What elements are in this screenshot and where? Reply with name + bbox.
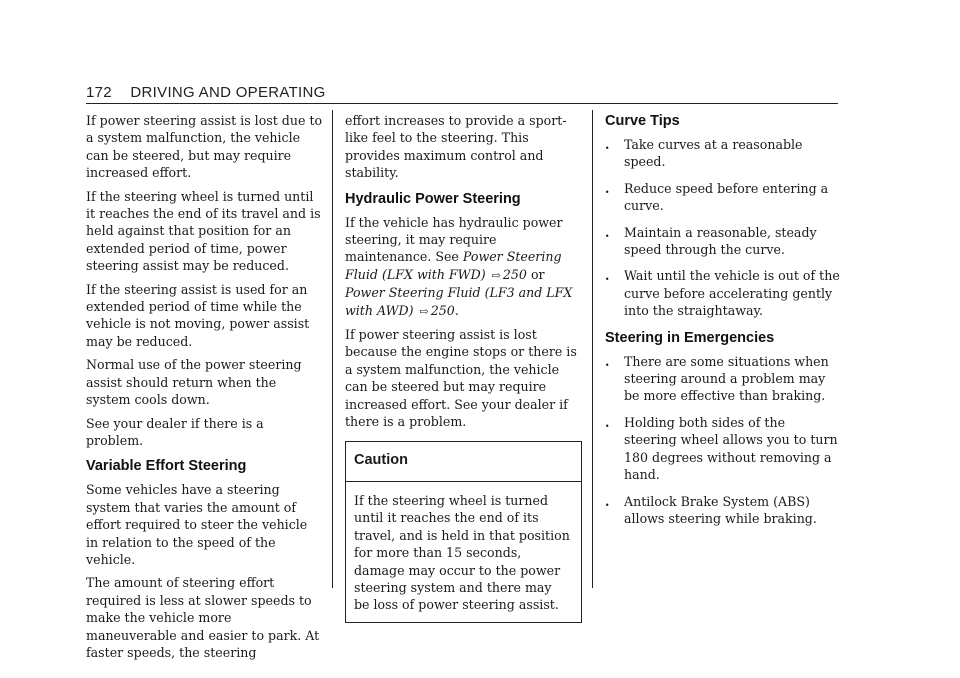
paragraph: If the steering assist is used for an extended period of time while the vehicle is not moving, power assist may be reduced. — [86, 281, 310, 349]
list-item: . Maintain a reasonable, steady speed through the curve. — [605, 224, 817, 258]
section-heading-curve-tips: Curve Tips — [605, 113, 680, 129]
reference-page-fwd[interactable]: 250 — [502, 266, 527, 282]
column-divider-2 — [592, 110, 593, 588]
emergencies-list — [605, 353, 840, 528]
reference-page-awd[interactable]: 250 — [430, 302, 455, 318]
column-2 — [345, 112, 582, 623]
column-3 — [605, 112, 840, 536]
header-rule — [86, 103, 838, 104]
paragraph: The amount of steering effort required is less at slower speeds to make the vehicle more maneuverable and easier to park. At faster speeds, the steering — [86, 575, 320, 660]
paragraph: See your dealer if there is a problem. — [86, 415, 264, 448]
page-header — [86, 84, 838, 104]
bullet-icon: . — [605, 353, 610, 369]
column-divider-1 — [332, 110, 333, 588]
page-number: 172 — [86, 84, 112, 101]
list-item: . Take curves at a reasonable speed. — [605, 137, 803, 170]
bullet-icon: . — [605, 414, 610, 430]
reference-or: or — [530, 266, 545, 282]
caution-title: Caution — [354, 451, 408, 468]
section-heading-hydraulic: Hydraulic Power Steering — [345, 190, 521, 207]
caution-divider — [346, 481, 581, 482]
list-item: . Antilock Brake System (ABS) allows steering while braking. — [605, 493, 817, 526]
curve-tips-list — [605, 136, 840, 320]
bullet-icon: . — [605, 493, 610, 509]
list-item: . There are some situations when steering around a problem may be more effective than braking. — [605, 353, 829, 404]
section-title: DRIVING AND OPERATING — [130, 84, 326, 101]
caution-text: If the steering wheel is turned until it reaches the end of its travel, and is held in that position for more than 15 seconds, damage may occur to the power steering system and there may be loss of power steering assist. — [354, 492, 570, 613]
section-heading-variable-effort: Variable Effort Steering — [86, 458, 247, 475]
reference-link-fwd[interactable]: Power Steering Fluid (LFX with FWD) — [345, 249, 562, 282]
bullet-icon: . — [605, 180, 610, 196]
section-heading-emergencies: Steering in Emergencies — [605, 329, 775, 346]
paragraph: effort increases to provide a sport-like feel to the steering. This provides maximum control and stability. — [345, 113, 567, 181]
bullet-icon: . — [605, 137, 610, 152]
bullet-icon: . — [605, 224, 610, 240]
reference-link-awd[interactable]: Power Steering Fluid (LF3 and LFX with AWD) — [345, 285, 573, 318]
page-reference-icon: ⇨ — [419, 304, 429, 318]
list-item: . Wait until the vehicle is out of the curve before accelerating gently into the straightaway. — [605, 268, 840, 319]
reference-end: . — [454, 302, 459, 318]
paragraph: Some vehicles have a steering system that varies the amount of effort required to steer the vehicle in relation to the speed of the vehicle. — [86, 482, 308, 567]
list-item: . Reduce speed before entering a curve. — [605, 180, 829, 214]
column-1 — [86, 112, 323, 667]
caution-box — [345, 441, 582, 623]
paragraph: If power steering assist is lost because the engine stops or there is a system malfunction, the vehicle can be steered but may require increased effort. See your dealer if there is a problem. — [345, 327, 577, 430]
paragraph: If the steering wheel is turned until it reaches the end of its travel and is held against that position for an extended period of time, power steering assist may be reduced. — [86, 188, 321, 274]
paragraph-with-references — [345, 214, 582, 320]
paragraph: If power steering assist is lost due to a system malfunction, the vehicle can be steered, but may require increased effort. — [86, 113, 323, 181]
reference-intro: If the vehicle has hydraulic power steering, it may require maintenance. See — [345, 214, 563, 265]
bullet-icon: . — [605, 268, 610, 284]
paragraph: Normal use of the power steering assist should return when the system cools down. — [86, 357, 302, 408]
list-item: . Holding both sides of the steering wheel allows you to turn 180 degrees without removing a hand. — [605, 414, 838, 483]
page-reference-icon: ⇨ — [491, 268, 501, 282]
